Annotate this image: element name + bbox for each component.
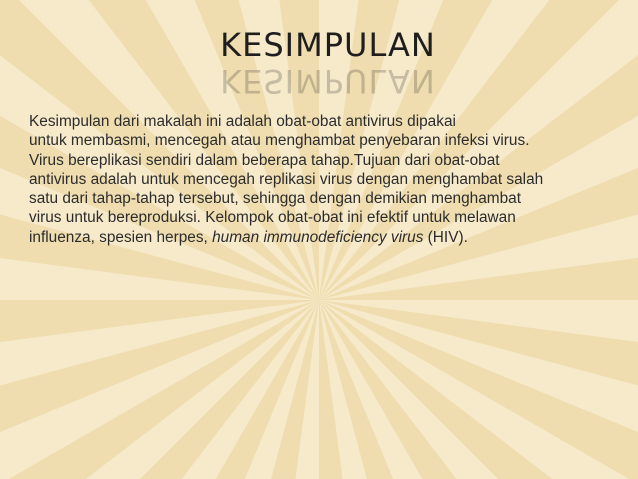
slide-title-area [0, 25, 638, 100]
body-text-plain: (HIV). [423, 228, 468, 246]
slide-title-text: KESIMPULAN [220, 26, 436, 64]
slide-title-reflection [220, 61, 436, 100]
body-line: Kesimpulan dari makalah ini adalah obat-obat antivirus dipakai [29, 113, 456, 130]
slide-title-reflection-text: KESIMPULAN [220, 62, 436, 100]
body-text-plain: influenza, spesien herpes, [29, 228, 213, 246]
body-line: Virus bereplikasi sendiri dalam beberapa tahap.Tujuan dari obat-obat [29, 151, 500, 169]
body-line: untuk membasmi, mencegah atau menghambat penyebaran infeksi virus. [29, 132, 530, 150]
slide-body [29, 112, 629, 247]
body-line: antivirus adalah untuk mencegah replikasi virus dengan menghambat salah [29, 170, 544, 188]
slide-title [220, 25, 436, 100]
body-text-italic: human immunodeficiency virus [212, 228, 424, 246]
body-line-last [29, 228, 629, 247]
body-line: virus untuk bereproduksi. Kelompok obat-obat ini efektif untuk melawan [29, 209, 516, 227]
body-line: satu dari tahap-tahap tersebut, sehingga dengan demikian menghambat [29, 190, 521, 208]
